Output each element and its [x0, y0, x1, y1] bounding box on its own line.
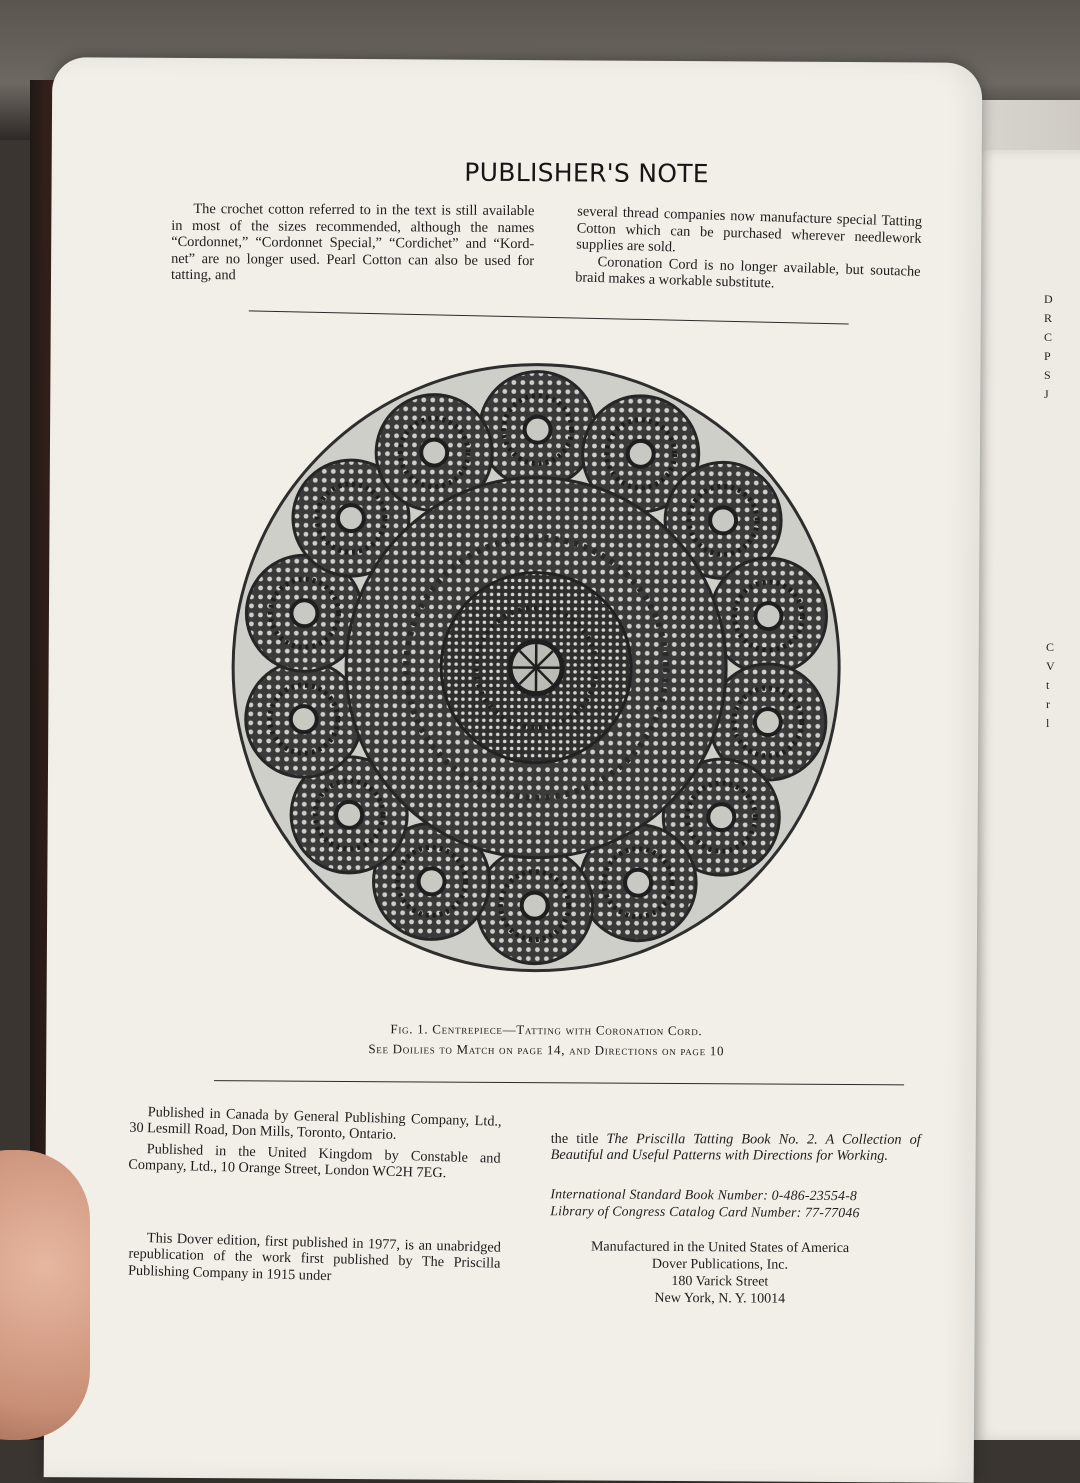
page-title: PUBLISHER'S NOTE — [437, 158, 737, 189]
rosette-center — [628, 441, 654, 467]
original-title-info — [551, 1131, 921, 1165]
note-column-right — [575, 203, 922, 296]
book-page — [44, 57, 983, 1483]
figure-caption-line-1: Fig. 1. Centrepiece—Tatting with Coronation Cord. — [196, 1018, 896, 1042]
rosette-center — [710, 507, 736, 533]
rosette-center — [708, 804, 734, 830]
rosette-center — [418, 868, 444, 894]
centrepiece-illustration — [227, 358, 846, 977]
published-canada: Published in Canada by General Publishing Company, Ltd., 30 Lesmill Road, Don Mills, Toronto, Ontario. — [129, 1104, 502, 1147]
loc-card-number: Library of Congress Catalog Card Number: 77-77046 — [550, 1203, 930, 1222]
original-title: The Priscilla Tatting Book No. 2. A Collection of Beautiful and Useful Patterns with Directions for Working. — [551, 1131, 921, 1164]
publishing-info-left — [128, 1104, 502, 1188]
rosette-center — [421, 440, 447, 466]
rosette-center — [525, 417, 551, 443]
rosette-center — [522, 893, 548, 919]
dover-edition: This Dover edition, first published in 1977, is an unabridged republication of the work first published by The Priscilla Publishing Company in 1915 under — [128, 1230, 501, 1289]
rosette-center — [755, 603, 781, 629]
figure-caption-line-2: See Doilies to Match on page 14, and Directions on page 10 — [196, 1038, 896, 1062]
hand-finger — [0, 1150, 90, 1440]
publisher-city: New York, N. Y. 10014 — [550, 1289, 890, 1308]
note-paragraph-2: Coronation Cord is no longer available, but soutache braid makes a workable substitute. — [575, 253, 921, 297]
rosette-center — [755, 709, 781, 735]
rosette-center — [338, 505, 364, 531]
rosette-center — [625, 870, 651, 896]
figure-caption — [196, 1018, 896, 1062]
note-column-left — [171, 201, 534, 286]
publisher-address — [550, 1238, 890, 1308]
rosette-center — [291, 706, 317, 732]
catalog-numbers — [550, 1186, 930, 1221]
publisher-street: 180 Varick Street — [550, 1272, 890, 1291]
rosette-center — [336, 802, 362, 828]
facing-page-letters: D R C P S J — [1044, 290, 1053, 404]
published-uk: Published in the United Kingdom by Constable and Company, Ltd., 10 Orange Street, London WC2H 7EG. — [128, 1140, 501, 1183]
divider-top — [249, 310, 849, 324]
divider-bottom — [214, 1080, 904, 1085]
manufactured-in: Manufactured in the United States of America — [550, 1238, 890, 1257]
note-paragraph-1-continued: several thread companies now manufacture special Tatting Cotton which can be purchased wherever needlework supplies are sold. — [576, 203, 922, 263]
isbn: International Standard Book Number: 0-486-23554-8 — [550, 1186, 930, 1205]
facing-page-letters-2: C V t r l — [1046, 638, 1055, 733]
rosette-center — [291, 600, 317, 626]
publisher-name: Dover Publications, Inc. — [550, 1255, 890, 1274]
dover-edition-info — [128, 1230, 501, 1293]
facing-page — [972, 150, 1080, 1440]
original-title-prefix: the title — [551, 1131, 607, 1147]
note-paragraph-1: The crochet cotton referred to in the text is still available in most of the sizes recommended, although the names “Cordonnet,” “Cordonnet Special,” “Cordichet” and “Kord-net” are no longer used. Pearl Cotton can also be used for tatting, and — [171, 201, 534, 286]
